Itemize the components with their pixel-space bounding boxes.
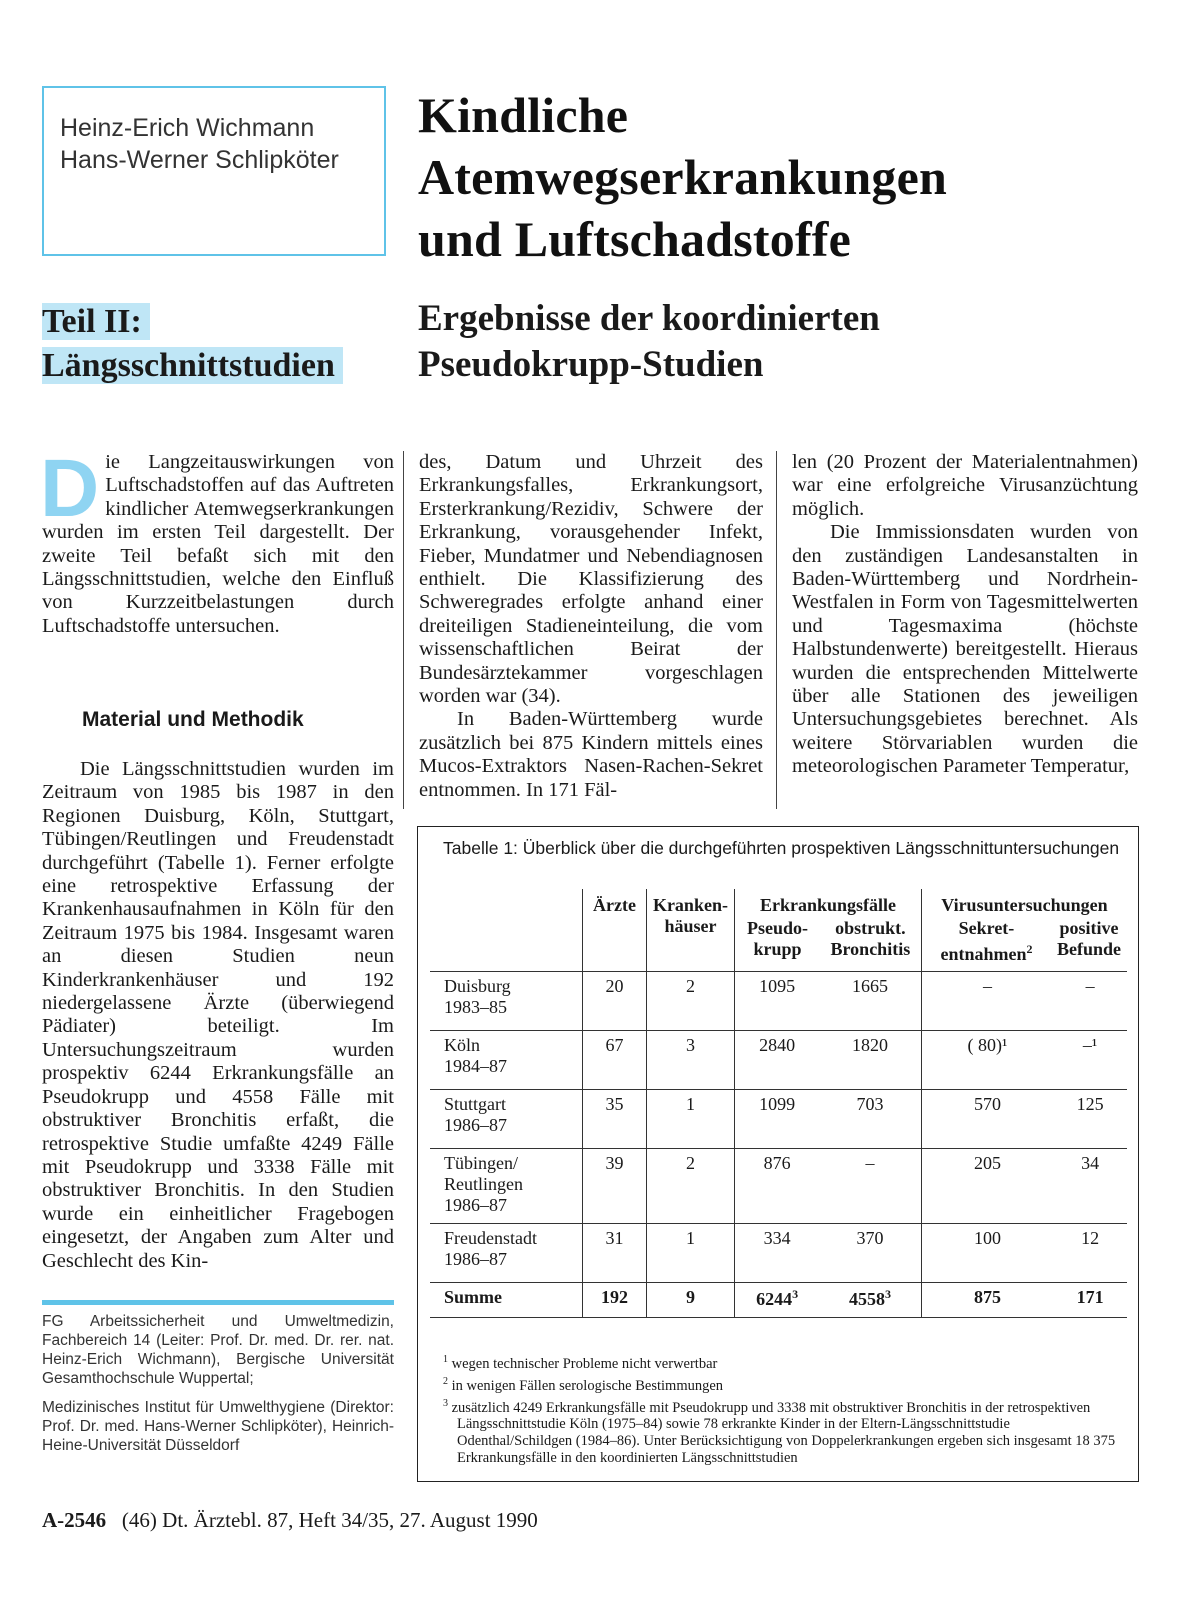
footnote-1: $^1$ wegen technischer Probleme nicht verwertbar: [443, 1354, 718, 1372]
table-row: Duisburg 1983–85 20 2 1095 1665 – –: [430, 972, 1127, 1031]
table-row: Freudenstadt 1986–87 31 1 334 370 100 12: [430, 1224, 1127, 1283]
header-obstr-bronchitis: obstrukt. Bronchitis: [830, 918, 911, 959]
article-subtitle: [418, 296, 880, 388]
authors: [60, 112, 339, 176]
journal-citation: (46) Dt. Ärztebl. 87, Heft 34/35, 27. August 1990: [121, 1508, 538, 1532]
page-footer: [42, 1508, 538, 1533]
subtitle-line-1: Ergebnisse der koordinierten: [418, 298, 880, 339]
article-title: [418, 84, 947, 270]
column-1-text: Die Längsschnittstudien wurden im Zeitraum von 1985 bis 1987 in den Regionen Duisburg, Köln, Stuttgart, Tübingen/Reutlingen und Freudenstadt durchgeführt (Tabelle 1). Ferner erfolgte eine retrospektive Erfassung der Krankenhausaufnahmen in Köln für den Zeitraum 1975 bis 1984. Insgesamt waren an diesen Studien neun Kinderkrankenhäuser und 192 niedergelassene Ärzte (überwiegend Pädiater) beteiligt. Im Untersuchungszeitraum wurden prospektiv 6244 Erkrankungsfälle an Pseudokrupp und 4558 Fälle mit obstruktiver Bronchitis erfaßt, die retrospektive Studie umfaßte 4249 Fälle mit Pseudokrupp und 3338 Fälle mit obstruktiver Bronchitis. In den Studien wurde ein einheitlicher Fragebogen eingesetzt, der Angaben zum Alter und Geschlecht des Kin-: [42, 758, 394, 1272]
affiliation-1: FG Arbeitssicherheit und Umweltmedizin, Fachbereich 14 (Leiter: Prof. Dr. med. Dr. rer. nat. Heinz-Erich Wichmann), Bergische Universität Gesamthochschule Wuppertal;: [42, 1313, 394, 1387]
column-3-paragraph-1: len (20 Prozent der Materialentnahmen) war eine erfolgreiche Virusanzüchtung möglich.: [792, 451, 1138, 520]
intro-text: ie Langzeitauswirkungen von Luftschadstoffen auf das Auftreten kindlicher Atemwegserkrankungen wurden im ersten Teil dargestellt. Der zweite Teil befaßt sich mit den Längsschnittstudien, welche den Einfluß von Kurzzeitbelastungen durch Luftschadstoffe untersuchen.: [42, 451, 394, 637]
table-caption: Tabelle 1: Überblick über die durchgeführten prospektiven Längsschnittuntersuchungen: [443, 838, 1120, 858]
header-krankenhaeuser: Kranken-häuser: [646, 889, 735, 972]
part-label: [42, 300, 343, 388]
column-3-body: [792, 451, 1138, 779]
table-row: Stuttgart 1986–87 35 1 1099 703 570 125: [430, 1090, 1127, 1149]
footnote-3: $^3$ zusätzlich 4249 Erkrankungsfälle mit Pseudokrupp und 3338 mit obstruktiver Bronchitis in der retrospektiven Längsschnittstudie Köln (1975–84) sowie 78 erkrankte Kinder in der Eltern-Längsschnittstudie Odenthal/Schildgen (1984–86). Unter Berücksichtigung von Doppelerkrankungen ergeben sich insgesamt 18 375 Erkrankungsfälle in den koordinierten Längsschnittstudien: [443, 1397, 1116, 1467]
intro-paragraph: [40, 443, 394, 638]
column-2-paragraph-2: In Baden-Württemberg wurde zusätzlich bei 875 Kindern mittels eines Mucos-Extraktors Nasen-Rachen-Sekret entnommen. In 171 Fäl-: [419, 708, 763, 801]
column-3-paragraph-2: Die Immissionsdaten wurden von den zuständigen Landesanstalten in Baden-Württemberg und Nordrhein-Westfalen in Form von Tagesmittelwerten und Tagesmaxima (höchste Halbstundenwerte) bereitgestellt. Hieraus wurden die entsprechenden Mittelwerte über alle Stationen des jeweiligen Untersuchungsgebietes berechnet. Als weitere Störvariablen wurden die meteorologischen Parameter Temperatur,: [792, 521, 1138, 778]
table-sum-row: Summe 192 9 6244$^3$ 4558$^3$ 875 171: [430, 1283, 1127, 1318]
table-row: Tübingen/ Reutlingen 1986–87 39 2 876 – 205 34: [430, 1149, 1127, 1224]
table-footnotes: [443, 1351, 1123, 1467]
header-positive-befunde: positive Befunde: [1057, 918, 1122, 959]
author-1: Heinz-Erich Wichmann: [60, 114, 315, 142]
part-name: Längsschnittstudien: [42, 347, 343, 384]
part-number: Teil II:: [42, 303, 150, 340]
column-2-paragraph-1: des, Datum und Uhrzeit des Erkrankungsfalles, Erkrankungsort, Ersterkrankung/Rezidiv, Schwere der Erkrankung, vorausgehender Infekt, Fieber, Mundatmer und Nebendiagnosen enthielt. Die Klassifizierung des Schweregrades erfolgte anhand einer dreiteiligen Stadieneinteilung, die vom wissenschaftlichen Beirat der Bundesärztekammer vorgeschlagen worden war (34).: [419, 451, 763, 708]
column-2-body: [419, 451, 763, 802]
title-line-1: Kindliche: [418, 87, 629, 143]
title-line-3: und Luftschadstoffe: [418, 211, 852, 267]
affiliation-bar: [42, 1300, 394, 1305]
header-pseudokrupp: Pseudo-krupp: [747, 918, 809, 959]
affiliation-2: Medizinisches Institut für Umwelthygiene (Direktor: Prof. Dr. med. Hans-Werner Schlipköter), Heinrich-Heine-Universität Düsseldorf: [42, 1399, 394, 1454]
data-table: [430, 889, 1127, 1318]
drop-cap: D: [40, 443, 100, 534]
title-line-2: Atemwegserkrankungen: [418, 149, 947, 205]
subtitle-line-2: Pseudokrupp-Studien: [418, 344, 764, 385]
page-number: A-2546: [42, 1508, 107, 1532]
header-sekretentnahmen: Sekret-entnahmen$^2$: [940, 918, 1033, 964]
header-erkrankungsfaelle: Erkrankungsfälle: [760, 895, 897, 915]
footnote-2: $^2$ in wenigen Fällen serologische Bestimmungen: [443, 1375, 724, 1394]
header-aerzte: Ärzte: [583, 889, 646, 972]
header-virusuntersuchungen: Virusuntersuchungen: [941, 895, 1108, 915]
author-2: Hans-Werner Schlipköter: [60, 146, 339, 174]
column-rule-2: [776, 451, 777, 809]
table-row: Köln 1984–87 67 3 2840 1820 ( 80)¹ –¹: [430, 1031, 1127, 1090]
section-heading: Material und Methodik: [82, 708, 304, 731]
column-rule-1: [403, 451, 404, 809]
column-1-body: [42, 758, 394, 1273]
